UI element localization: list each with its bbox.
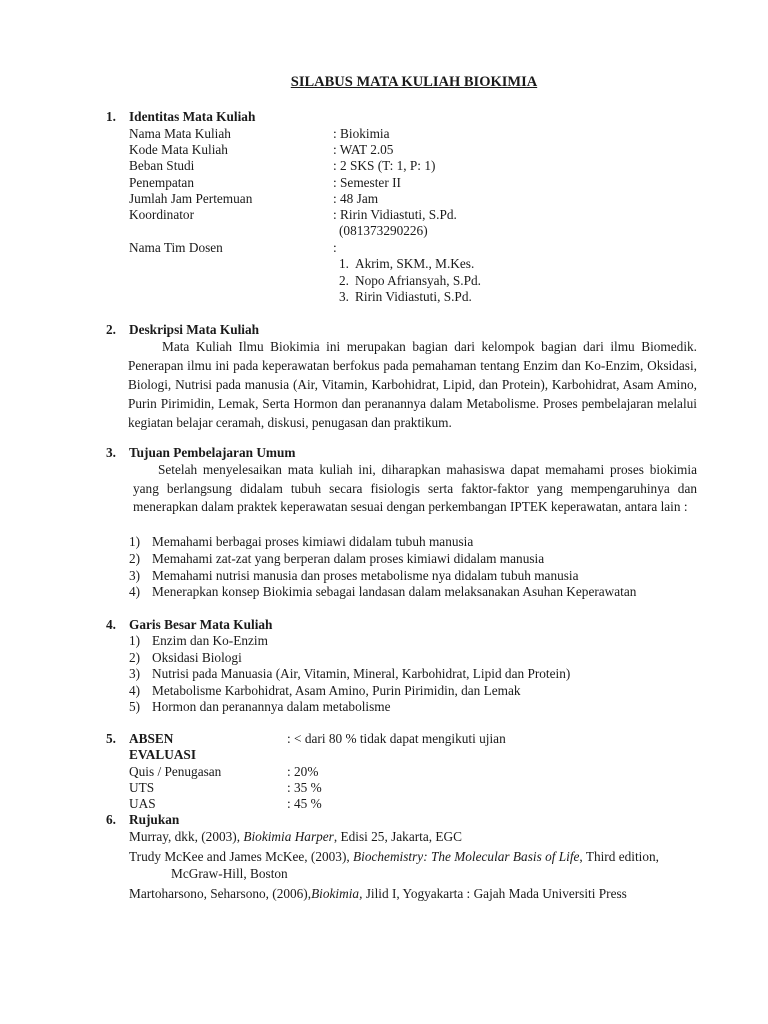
list-item: Enzim dan Ko-Enzim	[152, 633, 268, 648]
field-value: : 48 Jam	[333, 191, 379, 206]
absen-label: ABSEN	[129, 731, 174, 746]
section-heading: Deskripsi Mata Kuliah	[129, 322, 260, 337]
reference-item	[129, 886, 627, 902]
reference-item	[129, 849, 659, 865]
section-number: 5.	[106, 731, 116, 746]
absen-value: : < dari 80 % tidak dapat mengikuti ujian	[287, 731, 506, 746]
reference-title: Biochemistry: The Molecular Basis of Life	[353, 849, 580, 864]
field-value: : Biokimia	[333, 126, 390, 141]
reference-continuation: McGraw-Hill, Boston	[171, 866, 288, 881]
section-heading: Rujukan	[129, 812, 180, 827]
list-number: 2)	[129, 650, 141, 665]
field-value: : 35 %	[287, 780, 322, 795]
list-item: Memahami nutrisi manusia dan proses metabolisme nya didalam tubuh manusia	[152, 568, 579, 583]
list-item: Menerapkan konsep Biokimia sebagai landasan dalam melaksanakan Asuhan Keperawatan	[152, 584, 637, 599]
section-heading: Garis Besar Mata Kuliah	[129, 617, 273, 632]
list-item: Memahami zat-zat yang berperan dalam proses kimiawi didalam manusia	[152, 551, 545, 566]
list-number: 4)	[129, 683, 141, 698]
field-label: Jumlah Jam Pertemuan	[129, 191, 253, 206]
list-number: 1.	[339, 256, 349, 271]
list-number: 3)	[129, 568, 141, 583]
field-label: Kode Mata Kuliah	[129, 142, 228, 157]
section-number: 1.	[106, 109, 116, 124]
list-item: Metabolisme Karbohidrat, Asam Amino, Purin Pirimidin, dan Lemak	[152, 683, 521, 698]
field-value: :	[333, 240, 337, 255]
list-item: Memahami berbagai proses kimiawi didalam tubuh manusia	[152, 534, 474, 549]
list-item: Hormon dan peranannya dalam metabolisme	[152, 699, 391, 714]
list-number: 2)	[129, 551, 141, 566]
section-number: 2.	[106, 322, 116, 337]
field-label: Nama Tim Dosen	[129, 240, 223, 255]
field-value: : WAT 2.05	[333, 142, 394, 157]
list-item: Ririn Vidiastuti, S.Pd.	[355, 289, 472, 304]
field-label: Koordinator	[129, 207, 194, 222]
list-number: 4)	[129, 584, 141, 599]
list-number: 2.	[339, 273, 349, 288]
reference-title: Biokimia Harper	[243, 829, 334, 844]
list-number: 1)	[129, 633, 141, 648]
field-value: : Ririn Vidiastuti, S.Pd.	[333, 207, 457, 222]
field-value: : Semester II	[333, 175, 401, 190]
reference-author: Trudy McKee and James McKee, (2003),	[129, 849, 354, 864]
coordinator-phone: (081373290226)	[339, 223, 428, 238]
reference-item	[129, 829, 462, 845]
field-label: UTS	[129, 780, 155, 795]
reference-author: Martoharsono, Seharsono, (2006),	[129, 886, 312, 901]
list-item: Akrim, SKM., M.Kes.	[355, 256, 475, 271]
reference-publisher: , Third edition,	[579, 849, 659, 864]
field-value: : 2 SKS (T: 1, P: 1)	[333, 158, 436, 173]
field-label: Nama Mata Kuliah	[129, 126, 231, 141]
list-item: Nutrisi pada Manuasia (Air, Vitamin, Mineral, Karbohidrat, Lipid dan Protein)	[152, 666, 571, 681]
description-paragraph: Mata Kuliah Ilmu Biokimia ini merupakan bagian dari kelompok bagian dari ilmu Biomedik. Penerapan ilmu ini pada keperawatan berfokus pada pemahaman tentang Enzim dan Ko-Enzim, Oksidasi, Biologi, Nutrisi pada manusia (Air, Vitamin, Karbohidrat, Lipid, dan Protein), Karbohidrat, Asam Amino, Purin Pirimidin, Lemak, Serta Hormon dan peranannya dalam Metabolisme. Proses pembelajaran melalui kegiatan belajar ceramah, diskusi, penugasan dan praktikum.	[128, 339, 697, 430]
objective-paragraph: Setelah menyelesaikan mata kuliah ini, diharapkan mahasiswa dapat memahami proses biokimia yang berlangsung didalam tubuh secara fisiologis serta faktor-faktor yang mempengaruhinya dan menerapkan dalam praktek keperawatan sesuai dengan perkembangan IPTEK keperawatan, antara lain :	[133, 462, 697, 514]
reference-title: Biokimia,	[311, 886, 363, 901]
reference-author: Murray, dkk, (2003),	[129, 829, 244, 844]
list-number: 3)	[129, 666, 141, 681]
list-number: 3.	[339, 289, 349, 304]
field-label: Penempatan	[129, 175, 194, 190]
field-label: UAS	[129, 796, 156, 811]
reference-publisher: Jilid I, Yogyakarta : Gajah Mada Universiti Press	[362, 886, 627, 901]
list-item: Oksidasi Biologi	[152, 650, 242, 665]
field-label: Quis / Penugasan	[129, 764, 222, 779]
field-value: : 45 %	[287, 796, 322, 811]
field-label: Beban Studi	[129, 158, 195, 173]
section-number: 6.	[106, 812, 116, 827]
section-number: 3.	[106, 445, 116, 460]
section-number: 4.	[106, 617, 116, 632]
section-heading: Tujuan Pembelajaran Umum	[129, 445, 296, 460]
evaluasi-heading: EVALUASI	[129, 747, 197, 762]
list-item: Nopo Afriansyah, S.Pd.	[355, 273, 481, 288]
page-title: SILABUS MATA KULIAH BIOKIMIA	[290, 74, 538, 90]
field-value: : 20%	[287, 764, 319, 779]
list-number: 5)	[129, 699, 141, 714]
list-number: 1)	[129, 534, 141, 549]
reference-publisher: , Edisi 25, Jakarta, EGC	[333, 829, 462, 844]
section-heading: Identitas Mata Kuliah	[129, 109, 256, 124]
